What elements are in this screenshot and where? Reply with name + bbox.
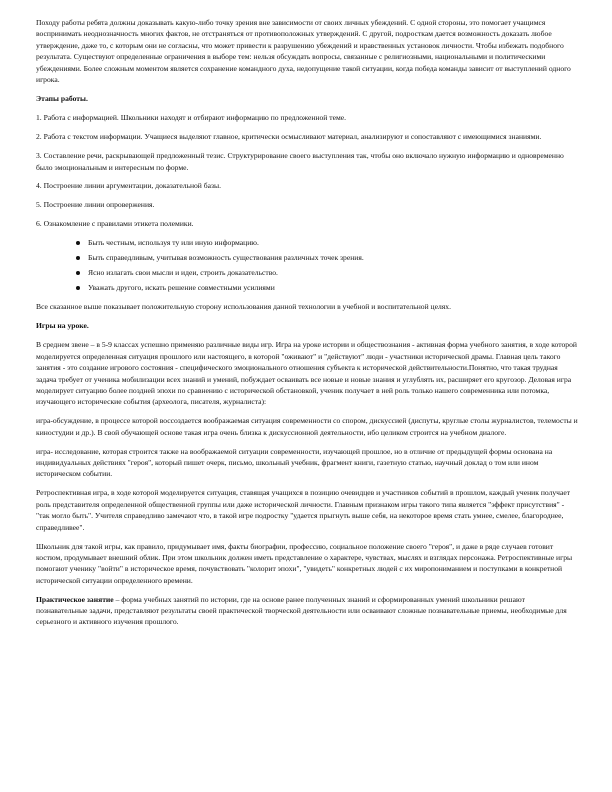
stage-1: 1. Работа с информацией. Школьники находят и отбирают информацию по предложенной теме. bbox=[36, 113, 347, 123]
list-item: Быть честным, используя ту или иную информацию. bbox=[88, 237, 578, 248]
games-heading: Игры на уроке. bbox=[36, 321, 89, 330]
stages-heading: Этапы работы. bbox=[36, 93, 88, 103]
practical-term: Практическое занятие bbox=[36, 594, 114, 604]
practical-paragraph bbox=[36, 594, 578, 628]
summary-paragraph: Все сказанное выше показывает положительную сторону использования данной технологии в учебной и воспитательной целях. bbox=[36, 302, 451, 312]
list-item: Быть справедливым, учитывая возможность существования различных точек зрения. bbox=[88, 252, 578, 263]
stage-5: 5. Построение линии опровержения. bbox=[36, 200, 155, 210]
stage-2: 2. Работа с текстом информации. Учащиеся выделяют главное, критически осмысливают материал, анализируют и сопоставляют с имеющимися знаниями. bbox=[36, 132, 542, 142]
games-paragraph-4: Ретроспективная игра, в ходе которой моделируется ситуация, ставящая учащихся в позицию очевидцев и участников событий в прошлом, каждый ученик получает роль представителя определенной общественной группы или даже исторической личности. Главным признаком игры такого типа является "эффект присутствия" - "так могло быть". Учителя справедливо замечают что, в такой игре подростку "удается прыгнуть выше себя, на некоторое время стать умнее, смелее, благороднее, справедливее". bbox=[36, 488, 571, 532]
games-paragraph-3: игра- исследование, которая строится также на воображаемой ситуации современности, изучающей прошлое, но в отличие от предыдущей формы основана на индивидуальных действиях "героя", который пишет очерк, письмо, школьный учебник, фрагмент книги, газетную статью, научный доклад о том или ином историческом событии. bbox=[36, 446, 553, 479]
games-paragraph-1: В среднем звене – в 5-9 классах успешно применяю различные виды игр. Игра на уроке истории и обществознания - активная форма учебного занятия, в ходе которой моделируется определенная ситуация прошлого или настоящего, в которой "оживают" и "действуют" люди - участники исторической драмы. Главная цель такого занятия - это создание игрового состояния - специфического эмоционального отношения субъекта к исторической действительности.Понятно, что такая трудная задача требует от ученика мобилизации всех знаний и умений, побуждает осваивать все новые и новые знания и углублять их, расширяет его кругозор. Деловая игра моделирует ситуацию более поздней эпохи по сравнению с исторической обстановкой, ученик получает в ней роль только нашего современника или потомка, изучающего исторические события (археолога, писателя, журналиста): bbox=[36, 340, 577, 407]
stage-3: 3. Составление речи, раскрывающей предложенный тезис. Структурирование своего выступления так, чтобы оно включало нужную информацию и одновременно было эмоциональным и интересным по форме. bbox=[36, 151, 564, 172]
games-paragraph-5: Школьник для такой игры, как правило, придумывает имя, факты биографии, профессию, социальное положение своего "героя", и даже в ряде случаев готовит костюм, продумывает внешний облик. При этом школьник должен иметь представление о характере, чувствах, мыслях и взглядах персонажа. Ретроспективные игры помогают ученику "войти" в историческое время, почувствовать "колорит эпохи", "увидеть" конкретных людей с их миропониманием и поступками в конкретной исторической ситуации определенного времени. bbox=[36, 541, 573, 585]
intro-paragraph: Походу работы ребята должны доказывать какую-либо точку зрения вне зависимости от своих личных убеждений. С одной стороны, это помогает учащимся воспринимать неоднозначность многих фактов, не отстраняться от противоположных утверждений. С другой, подросткам дается возможность доказать любое утверждение, даже то, с которым они не согласны, что может привести к разрушению убеждений и нравственных установок личности. Чтобы избежать подобного результата. Существуют определенные ограничения в выборе тем: нельзя обсуждать вопросы, связанные с религиозными, национальными и политическими убеждениями. Более сложным моментом является сохранение командного духа, недопущение такой ситуации, когда победа команды зависит от выступлений одного игрока. bbox=[36, 18, 571, 85]
practical-definition: – форма учебных занятий по истории, где на основе ранее полученных знаний и сформированных умений школьники решают познавательные задачи, представляют результаты своей практической творческой деятельности или осваивают сложные познавательные приемы, необходимые для серьезного и активного изучения прошлого. bbox=[36, 594, 567, 627]
etiquette-rules-list bbox=[36, 237, 578, 293]
stage-4: 4. Построение линии аргументации, доказательной базы. bbox=[36, 181, 222, 191]
stage-6: 6. Ознакомление с правилами этикета полемики. bbox=[36, 219, 194, 229]
list-item: Ясно излагать свои мысли и идеи, строить доказательство. bbox=[88, 267, 578, 278]
games-paragraph-2: игра-обсуждение, в процессе которой воссоздается воображаемая ситуация современности со спором, дискуссией (диспуты, круглые столы журналистов, телемосты и киностудии и др.). В свой обучающей основе такая игра очень близка к дискуссионной деятельности, ибо целиком строится на учебном диалоге. bbox=[36, 416, 578, 437]
list-item: Уважать другого, искать решение совместными усилиями bbox=[88, 282, 578, 293]
